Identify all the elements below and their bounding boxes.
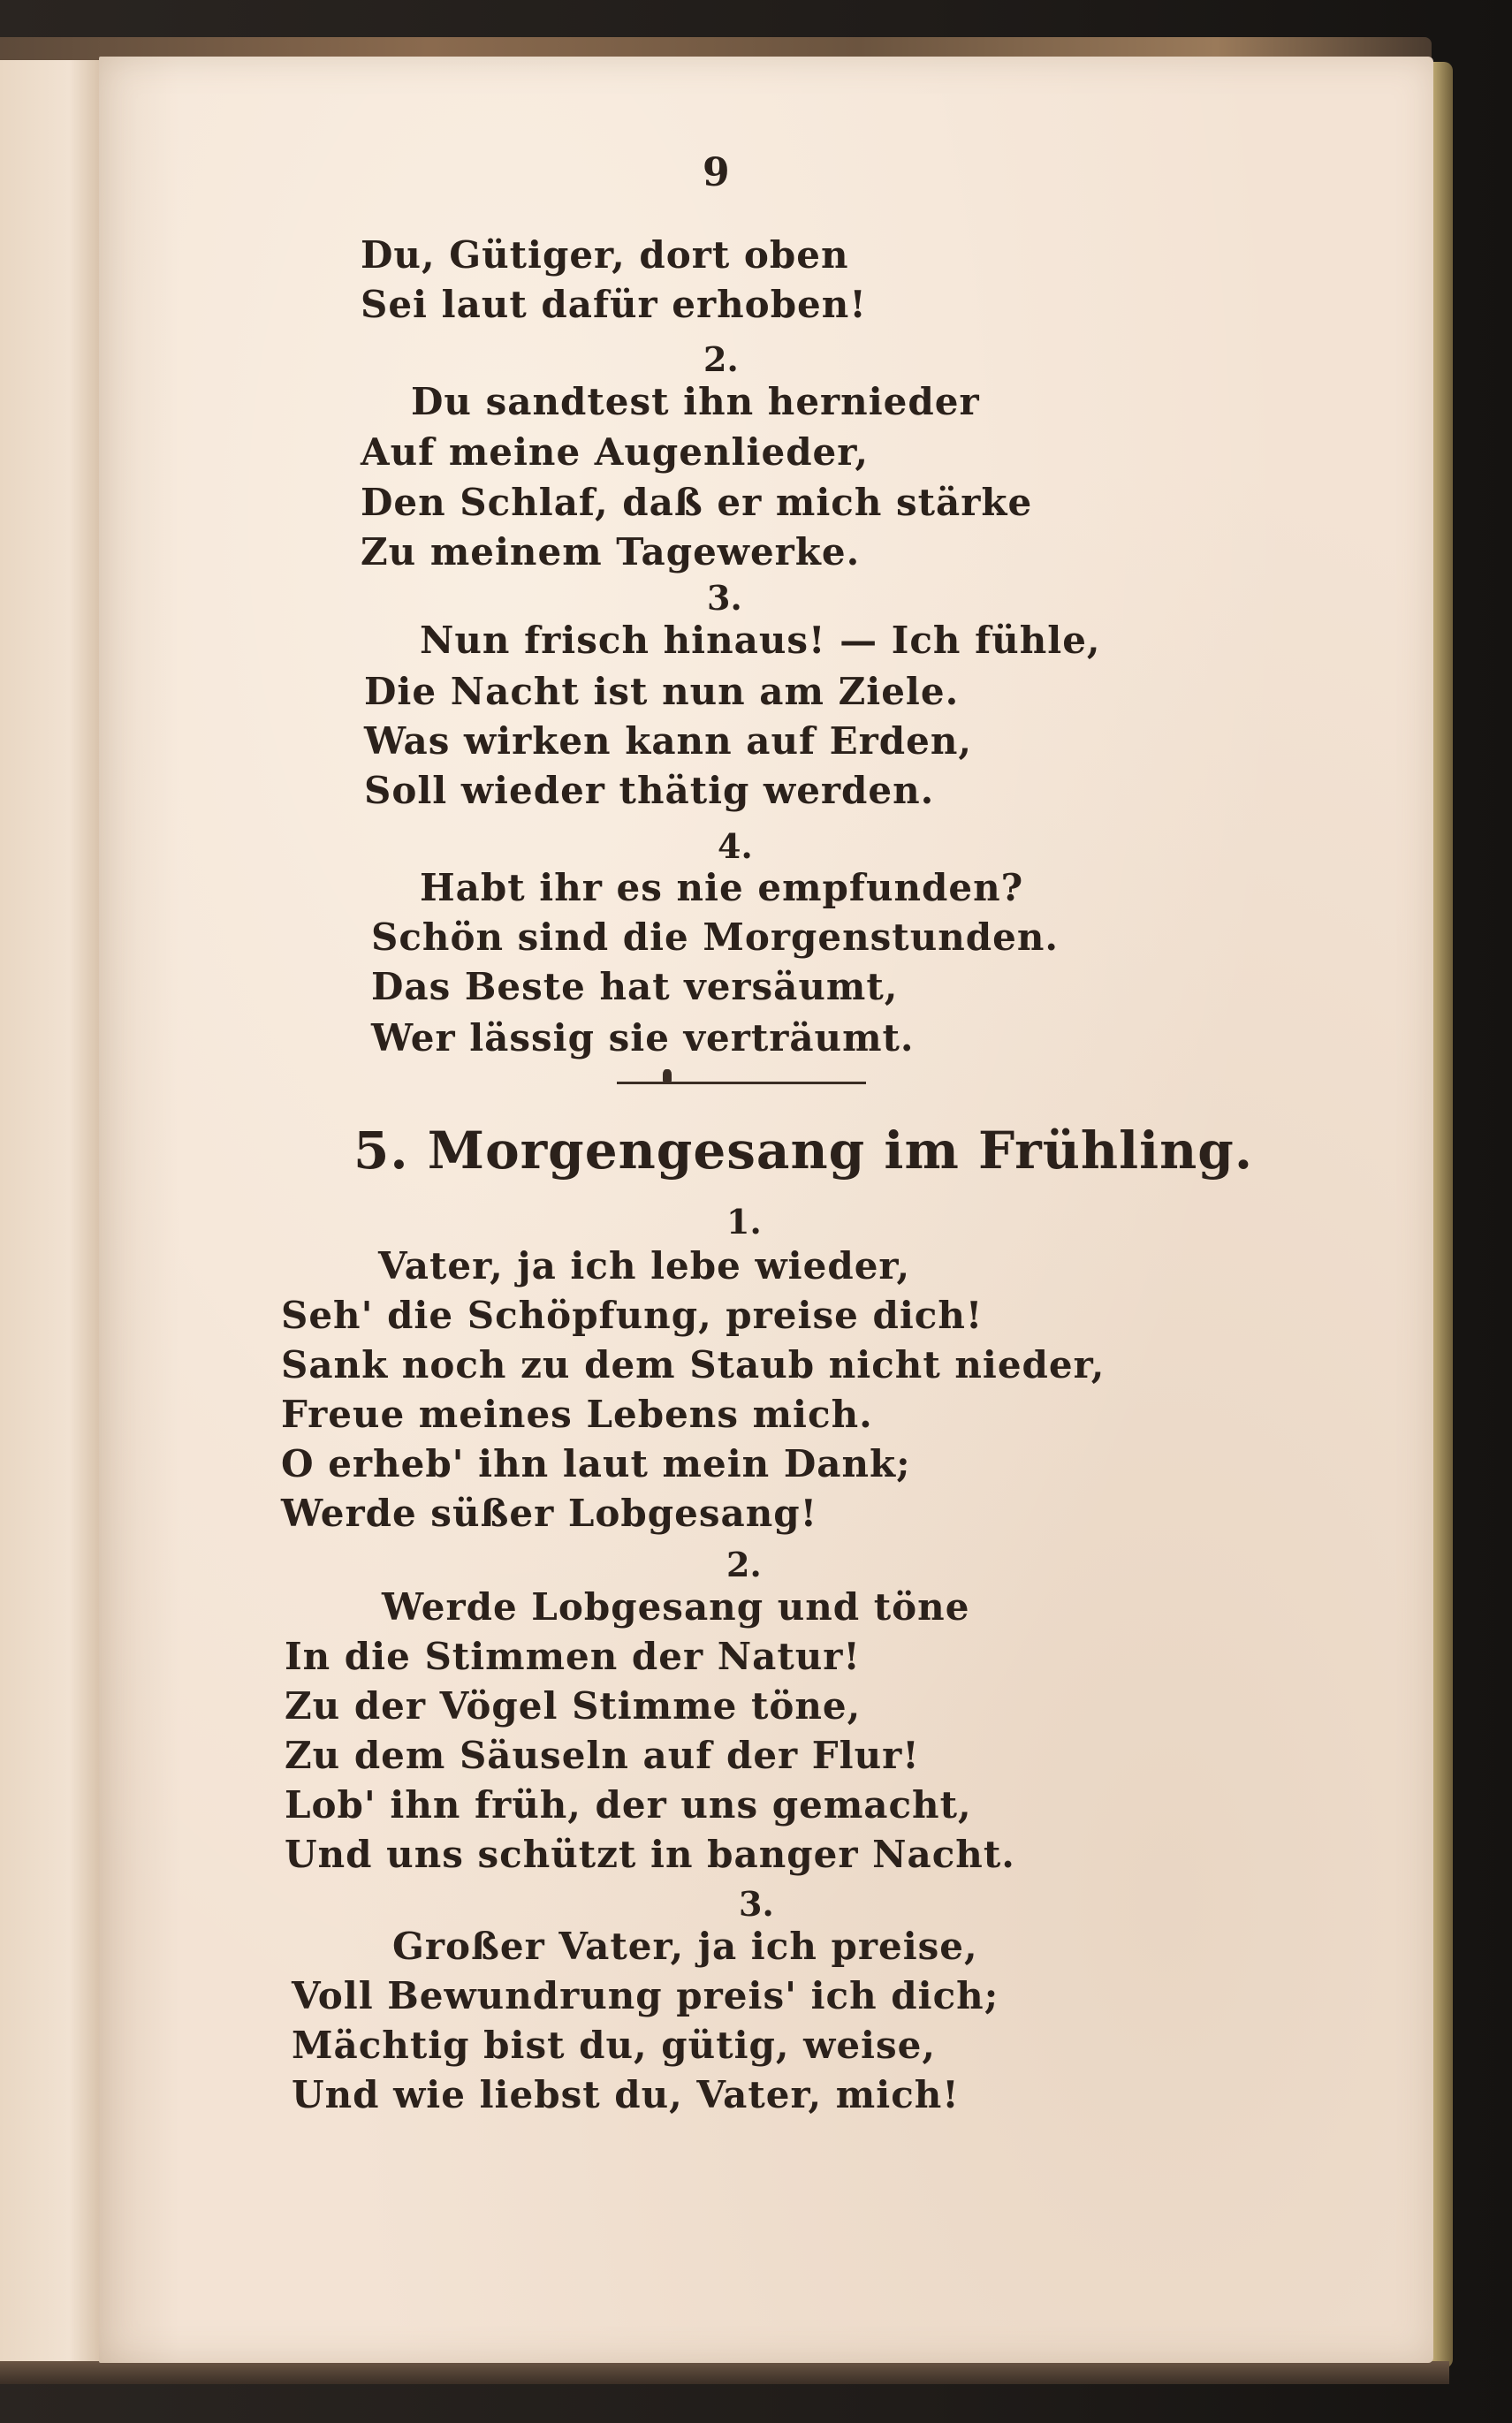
poem-line: Nun frisch hinaus! — Ich fühle, <box>420 619 1101 662</box>
poem-line: Habt ihr es nie empfunden? <box>420 866 1024 909</box>
poem-line: Wer lässig sie verträumt. <box>371 1016 915 1060</box>
poem-line: Zu meinem Tagewerke. <box>361 530 861 573</box>
stanza-number: 3. <box>707 578 742 618</box>
poem-line: Auf meine Augenlieder, <box>361 430 869 474</box>
poem-line: Schön sind die Morgenstunden. <box>371 915 1060 959</box>
divider-ornament <box>663 1069 672 1082</box>
poem-line: Großer Vater, ja ich preise, <box>392 1925 978 1968</box>
poem-line: Du sandtest ihn hernieder <box>411 380 980 423</box>
left-page-edge <box>0 60 101 2366</box>
poem-line: Und wie liebst du, Vater, mich! <box>292 2073 960 2116</box>
poem-line: In die Stimmen der Natur! <box>285 1635 861 1678</box>
poem-line: Zu dem Säuseln auf der Flur! <box>285 1734 920 1777</box>
poem-line: O erheb' ihn laut mein Dank; <box>281 1442 911 1485</box>
poem-line: Den Schlaf, daß er mich stärke <box>361 481 1033 524</box>
poem-line: Soll wieder thätig werden. <box>364 769 935 812</box>
poem-line: Und uns schützt in banger Nacht. <box>285 1833 1015 1876</box>
poem-line: Sank noch zu dem Staub nicht nieder, <box>281 1343 1106 1386</box>
book-bottom-edge <box>0 2361 1449 2384</box>
poem-line: Zu der Vögel Stimme töne, <box>285 1684 862 1728</box>
poem-line: Lob' ihn früh, der uns gemacht, <box>285 1783 972 1827</box>
poem-line: Werde süßer Lobgesang! <box>281 1492 818 1535</box>
stanza-number: 2. <box>703 339 739 379</box>
poem-line: Das Beste hat versäumt, <box>371 965 899 1008</box>
stanza-number: 2. <box>726 1545 762 1584</box>
poem-line: Du, Gütiger, dort oben <box>361 233 849 277</box>
stanza-number: 1. <box>726 1202 762 1242</box>
poem-line: Seh' die Schöpfung, preise dich! <box>281 1294 984 1337</box>
poem-line: Vater, ja ich lebe wieder, <box>378 1244 911 1287</box>
poem-line: Freue meines Lebens mich. <box>281 1393 873 1436</box>
section-divider <box>617 1082 866 1084</box>
poem-line: Voll Bewundrung preis' ich dich; <box>292 1974 999 2017</box>
poem-line: Die Nacht ist nun am Ziele. <box>364 670 960 713</box>
poem-line: Sei laut dafür erhoben! <box>361 283 867 326</box>
stanza-number: 4. <box>718 826 753 866</box>
stanza-number: 3. <box>739 1884 774 1924</box>
poem-line: Was wirken kann auf Erden, <box>364 719 973 763</box>
poem-line: Werde Lobgesang und töne <box>382 1585 970 1629</box>
page-number: 9 <box>703 150 730 195</box>
poem-line: Mächtig bist du, gütig, weise, <box>292 2024 936 2067</box>
song-title: 5. Morgengesang im Frühling. <box>353 1120 1254 1181</box>
